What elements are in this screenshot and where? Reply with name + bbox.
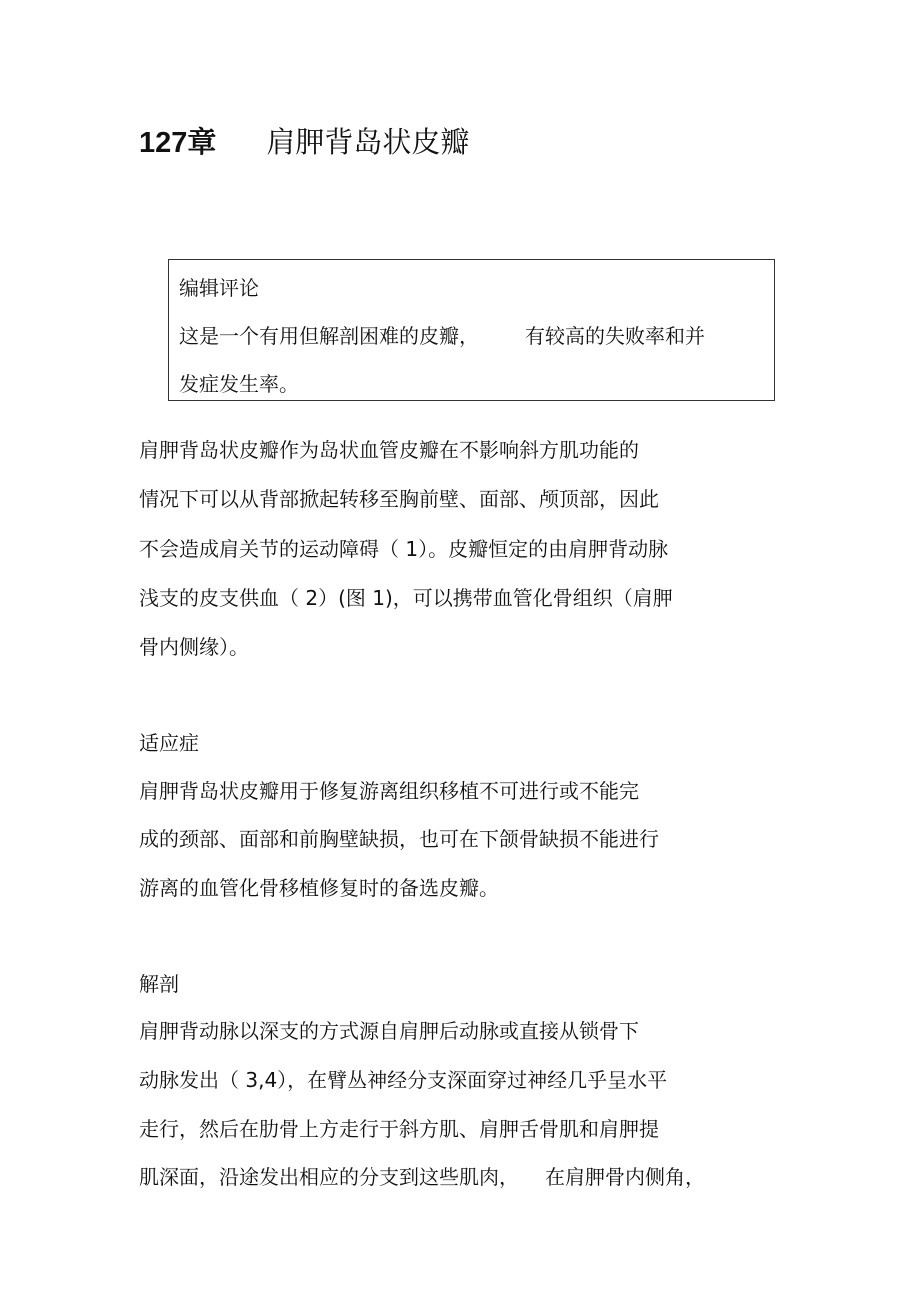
paragraph-line: 动脉发出（ 3,4），在臂丛神经分支深面穿过神经几乎呈水平: [139, 1068, 668, 1092]
paragraph-line: 浅支的皮支供血（ 2）(图 1)，可以携带血管化骨组织（肩胛: [139, 586, 673, 610]
paragraph-line: 成的颈部、面部和前胸壁缺损，也可在下颌骨缺损不能进行: [139, 827, 659, 851]
paragraph-line: 不会造成肩关节的运动障碍（ 1）。皮瓣恒定的由肩胛背动脉: [139, 537, 669, 561]
section-heading-indications: 适应症: [139, 731, 199, 755]
paragraph-line: 肩胛背岛状皮瓣作为岛状血管皮瓣在不影响斜方肌功能的: [139, 438, 639, 462]
paragraph-line: 情况下可以从背部掀起转移至胸前壁、面部、颅顶部，因此: [139, 487, 659, 511]
paragraph-line: 游离的血管化骨移植修复时的备选皮瓣。: [139, 876, 499, 900]
section-heading-anatomy: 解剖: [139, 972, 179, 996]
paragraph-line: 肩胛背动脉以深支的方式源自肩胛后动脉或直接从锁骨下: [139, 1019, 639, 1043]
chapter-heading: 肩胛背岛状皮瓣: [266, 125, 470, 159]
chapter-title: [139, 122, 469, 163]
paragraph-line: 走行，然后在肋骨上方走行于斜方肌、肩胛舌骨肌和肩胛提: [139, 1117, 659, 1141]
editorial-line-1: 这是一个有用但解剖困难的皮瓣， 有较高的失败率和并: [179, 324, 705, 348]
paragraph-line: 肌深面，沿途发出相应的分支到这些肌肉， 在肩胛骨内侧角，: [139, 1165, 705, 1189]
paragraph-line: 骨内侧缘）。: [139, 635, 249, 659]
editorial-comment-box: [168, 259, 775, 401]
editorial-line-2: 发症发生率。: [179, 372, 299, 396]
paragraph-line: 肩胛背岛状皮瓣用于修复游离组织移植不可进行或不能完: [139, 779, 639, 803]
editorial-heading: 编辑评论: [179, 276, 259, 300]
chapter-number: 127章: [139, 127, 217, 159]
